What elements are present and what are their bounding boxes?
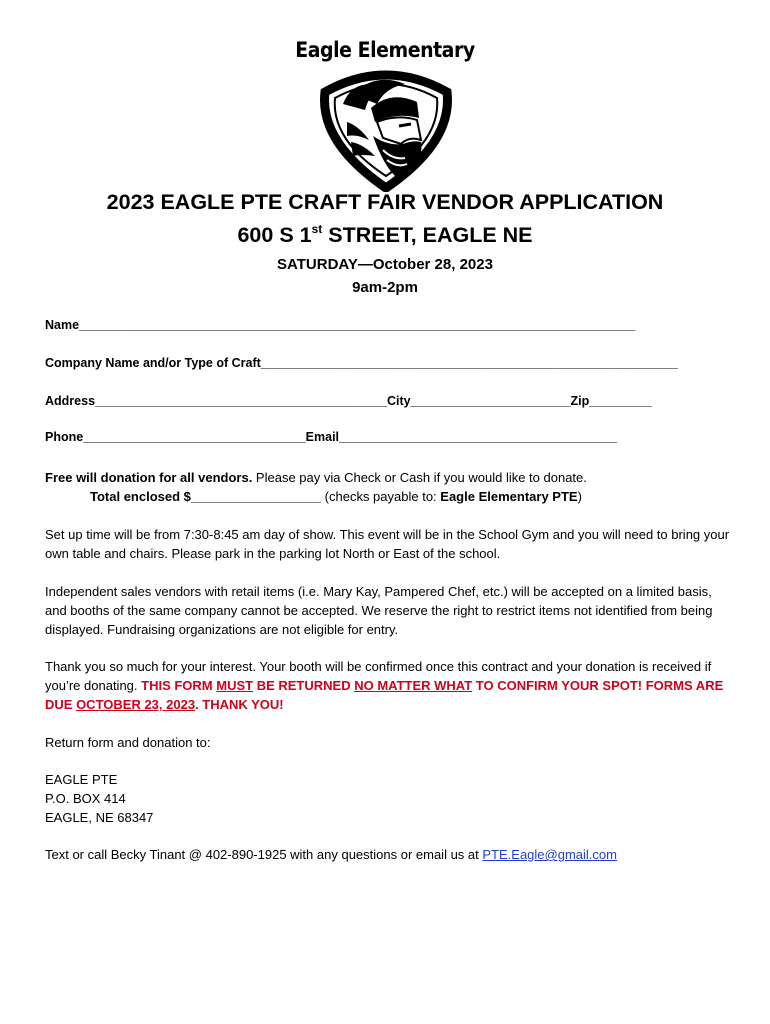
donation-note: Free will donation for all vendors. Please pay via Check or Cash if you would like to donate. — [45, 470, 587, 485]
return-label: Return form and donation to: — [45, 735, 211, 750]
return-address-line1: EAGLE PTE — [45, 772, 118, 787]
email-link[interactable]: PTE.Eagle@gmail.com — [482, 847, 617, 862]
school-name: Eagle Elementary — [295, 38, 475, 62]
thanks-paragraph: Thank you so much for your interest. Your booth will be confirmed once this contract and your donation is received if you’re donating. THIS FORM MUST BE RETURNED NO MATTER WHAT TO CONFIRM YOUR SPOT! FORMS ARE DUE OCTOBER 23, 2023. THANK YOU! — [45, 659, 724, 712]
event-date: SATURDAY—October 28, 2023 — [277, 256, 493, 273]
address-field[interactable]: Address__________________________________________ — [45, 394, 387, 408]
email-field[interactable]: Email________________________________________ — [305, 430, 618, 444]
phone-email-row — [45, 430, 725, 444]
setup-paragraph: Set up time will be from 7:30-8:45 am day of show. This event will be in the School Gym and you will need to bring your own table and chairs. Please park in the parking lot North or East of the school. — [45, 527, 730, 561]
return-address-line3: EAGLE, NE 68347 — [45, 810, 154, 825]
total-enclosed-line: Total enclosed $__________________ (checks payable to: Eagle Elementary PTE) — [90, 489, 582, 504]
contact-line: Text or call Becky Tinant @ 402-890-1925 with any questions or email us at PTE.Eagle@gmail.com — [45, 847, 617, 862]
address-row — [45, 394, 725, 408]
return-address-line2: P.O. BOX 414 — [45, 791, 126, 806]
event-time: 9am-2pm — [352, 279, 418, 296]
form-title: 2023 EAGLE PTE CRAFT FAIR VENDOR APPLICATION — [106, 190, 664, 214]
phone-field[interactable]: Phone________________________________ — [45, 430, 306, 444]
total-enclosed-field[interactable]: Total enclosed $__________________ — [90, 489, 322, 504]
zip-field[interactable]: Zip_________ — [570, 394, 652, 408]
independent-vendors-paragraph: Independent sales vendors with retail items (i.e. Mary Kay, Pampered Chef, etc.) will be accepted on a limited basis, and booths of the same company cannot be accepted. We reserve the right to restrict items not identified from being displayed. Fundraising organizations are not eligible for entry. — [45, 584, 713, 637]
viking-crest-logo — [313, 64, 459, 192]
name-field[interactable]: Name________________________________________________________________________________ — [45, 318, 636, 332]
city-field[interactable]: City_______________________ — [387, 394, 571, 408]
company-field[interactable]: Company Name and/or Type of Craft____________________________________________________________ — [45, 356, 678, 370]
event-address: 600 S 1st STREET, EAGLE NE — [237, 222, 533, 247]
